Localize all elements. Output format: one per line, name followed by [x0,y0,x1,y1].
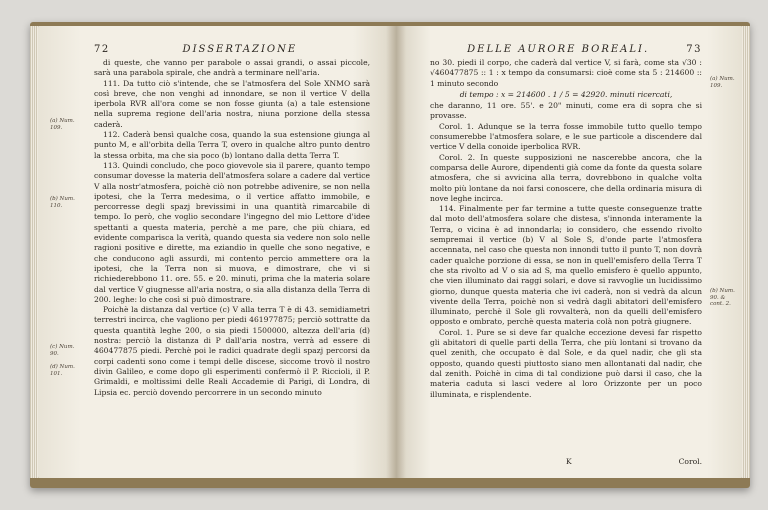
left-page-text [94,58,370,398]
paragraph: Corol. 1. Pure se si deve far qualche eccezione devesi far rispetto gli abitatori di quelle parti della Terra, che più lontani si trovano da quel zenith, che occupato è dal Sole, e da quel nadir, che gli sta opposto, quando questi piuttosto siano men allontanati dal nadir, che dal zenith. Poichè in cima di tal condizione può darsi il caso, che la materia caduta si lasci vedere al loro Orizzonte per un poco illuminata, e risplendente. [430,327,702,399]
margin-note: (d) Num. 101. [50,364,75,377]
paragraph: che daranno, 11 ore. 55'. e 20" minuti, come era di sopra che si provasse. [430,101,702,121]
margin-note: (c) Num. 90. [50,344,75,357]
margin-note: (a) Num. 109. [710,76,735,89]
right-running-title: DELLE AURORE BOREALI. [467,44,650,55]
signature-mark: K [566,457,572,466]
right-page [396,26,742,478]
left-page [38,26,396,478]
open-book [30,22,750,488]
right-page-text [430,58,702,400]
paragraph: Corol. 1. Adunque se la terra fosse immobile tutto quello tempo consumerebbe l'atmosfera solare, e le sue particole a discendere dal vertice V della conoide iperbolica RVR. [430,121,702,152]
catchword: Corol. [678,457,702,466]
margin-note: (b) Num. 110. [50,196,75,209]
equation: di tempo : x = 214600 . 1 / 5 = 42920. minuti ricercati, [459,89,673,99]
paragraph: 111. Da tutto ciò s'intende, che se l'atmosfera del Sole XNMO sarà così breve, che non venghi ad innondare, se non il vertice V della iperbola RVR all'ora come se non fosse giunta (a) a tale estensione nella suprema regione dell'aria nostra, niuna porzione della stessa caderà. [94,78,370,129]
paragraph: 112. Caderà bensì qualche cosa, quando la sua estensione giunga al punto M, e all'orbita della Terra T, overo in qualche altro punto dentro la stessa orbita, ma che sia poco (b) lontano dalla detta Terra T. [94,130,370,160]
paragraph: no 30. piedi il corpo, che caderà dal vertice V, si farà, come sta √30 : √460477875 :: 1 : x tempo da consumarsi: cioè come sta 5 : 214600 :: 1 minuto secondo [430,58,702,88]
left-running-title: DISSERTAZIONE [182,44,298,55]
paragraph: Poichè la distanza dal vertice (c) V alla terra T è di 43. semidiametri terrestri incirca, che vagliono per piedi 461977875; perciò sottratte da questa quantità leghe 200, o sia piedi 1500000, altezza dell'aria (d) nostra: perciò la distanza di P dall'aria nostra, verrà ad essere di 460477875 piedi. Perchè poi le radici quadrate degli spazj percorsi da corpi cadenti sono come i tempi delle discese, siccome trovò il nostro divin Galileo, e come dopo gli esperimenti confermò il P. Riccioli, il P. Grimaldi, e moltissimi delle Reali Accademie di Parigi, di Londra, di Lipsia ec. perciò dovendo percorrere in un secondo minuto [94,305,370,397]
margin-note: (a) Num. 109. [50,118,75,131]
paragraph: 113. Quindi concludo, che poco giovevole sia il parere, quanto tempo consumar dovesse la materia dell'atmosfera solare a cadere dal vertice V alla nostr'atmosfera, poichè ciò non potrebbe adivenire, se non nella ipotesi, che la Terra medesima, o il vertice affatto immobile, e percorresse degli spazj brevissimi in una quantità rimarcabile di tempo. Io però, che voglio secondare l'ingegno del mio Lettore d'idee spettanti a questa materia, perchè a me pare, che più chiara, ed evidente comparisca la verità, quando questa sia vedere non solo nelle ragioni positive e dirette, ma eziandio in quelle che sono negative, e che conducono agli assurdi, mi contento percio ammettere ora la ipotesi, che la Terra non si muova, e dimostrare, che vi si richiederebbono 11. ore. 55. e 20. minuti, prima che la materia solare dal vertice V giugnesse all'aria nostra, o sia alla distanza della Terra di 200. leghe: lo che così si può dimostrare. [94,160,370,304]
right-running-head [430,44,702,55]
margin-note: (b) Num. 90. & cont. 2. [710,288,735,307]
paragraph: di queste, che vanno per parabole o assai grandi, o assai piccole, sarà una parabola spirale, che andrà a terminare nell'aria. [94,58,370,78]
paragraph: 114. Finalmente per far termine a tutte queste conseguenze tratte dal moto dell'atmosfera solare che distesa, s'innonda interamente la Terra, o vicina è ad innondarla; io considero, che essendo rivolto sempremai il vertice (b) V al Sole S, d'onde parte l'atmosfera accennata, nel caso che questa non innondi tutto il punto T, non dovrà cader qualche porzione di essa, se non in quell'emisfero della Terra T che sta rivolto ad V o sia ad S, ma quello emisfero è quello appunto, che vien illuminato dai raggi solari, e dove si ravvoglie un lucidissimo giorno, dunque questa materia che ivi caderà, non si vedrà da alcun vivente della Terra, poichè non si vedrà dagli abitatori dell'emisfero illuminato, perchè il Sole gli rovvalterà, non da quelli dell'emisfero opposto e ombrato, perchè questa materia colà non potrà giugnere. [430,204,702,327]
paragraph: Corol. 2. In queste supposizioni ne nascerebbe ancora, che la comparsa delle Aurore, dipendenti già come da fonte da questa solare atmosfera, che si avvicina alla terra, dovrebbono in qualche volta molto più lontane da noi farsi conoscere, che della ordinaria misura di nove leghe incirca. [430,152,702,203]
left-running-head [94,44,370,55]
right-page-number: 73 [686,44,702,55]
left-page-number: 72 [94,44,110,55]
